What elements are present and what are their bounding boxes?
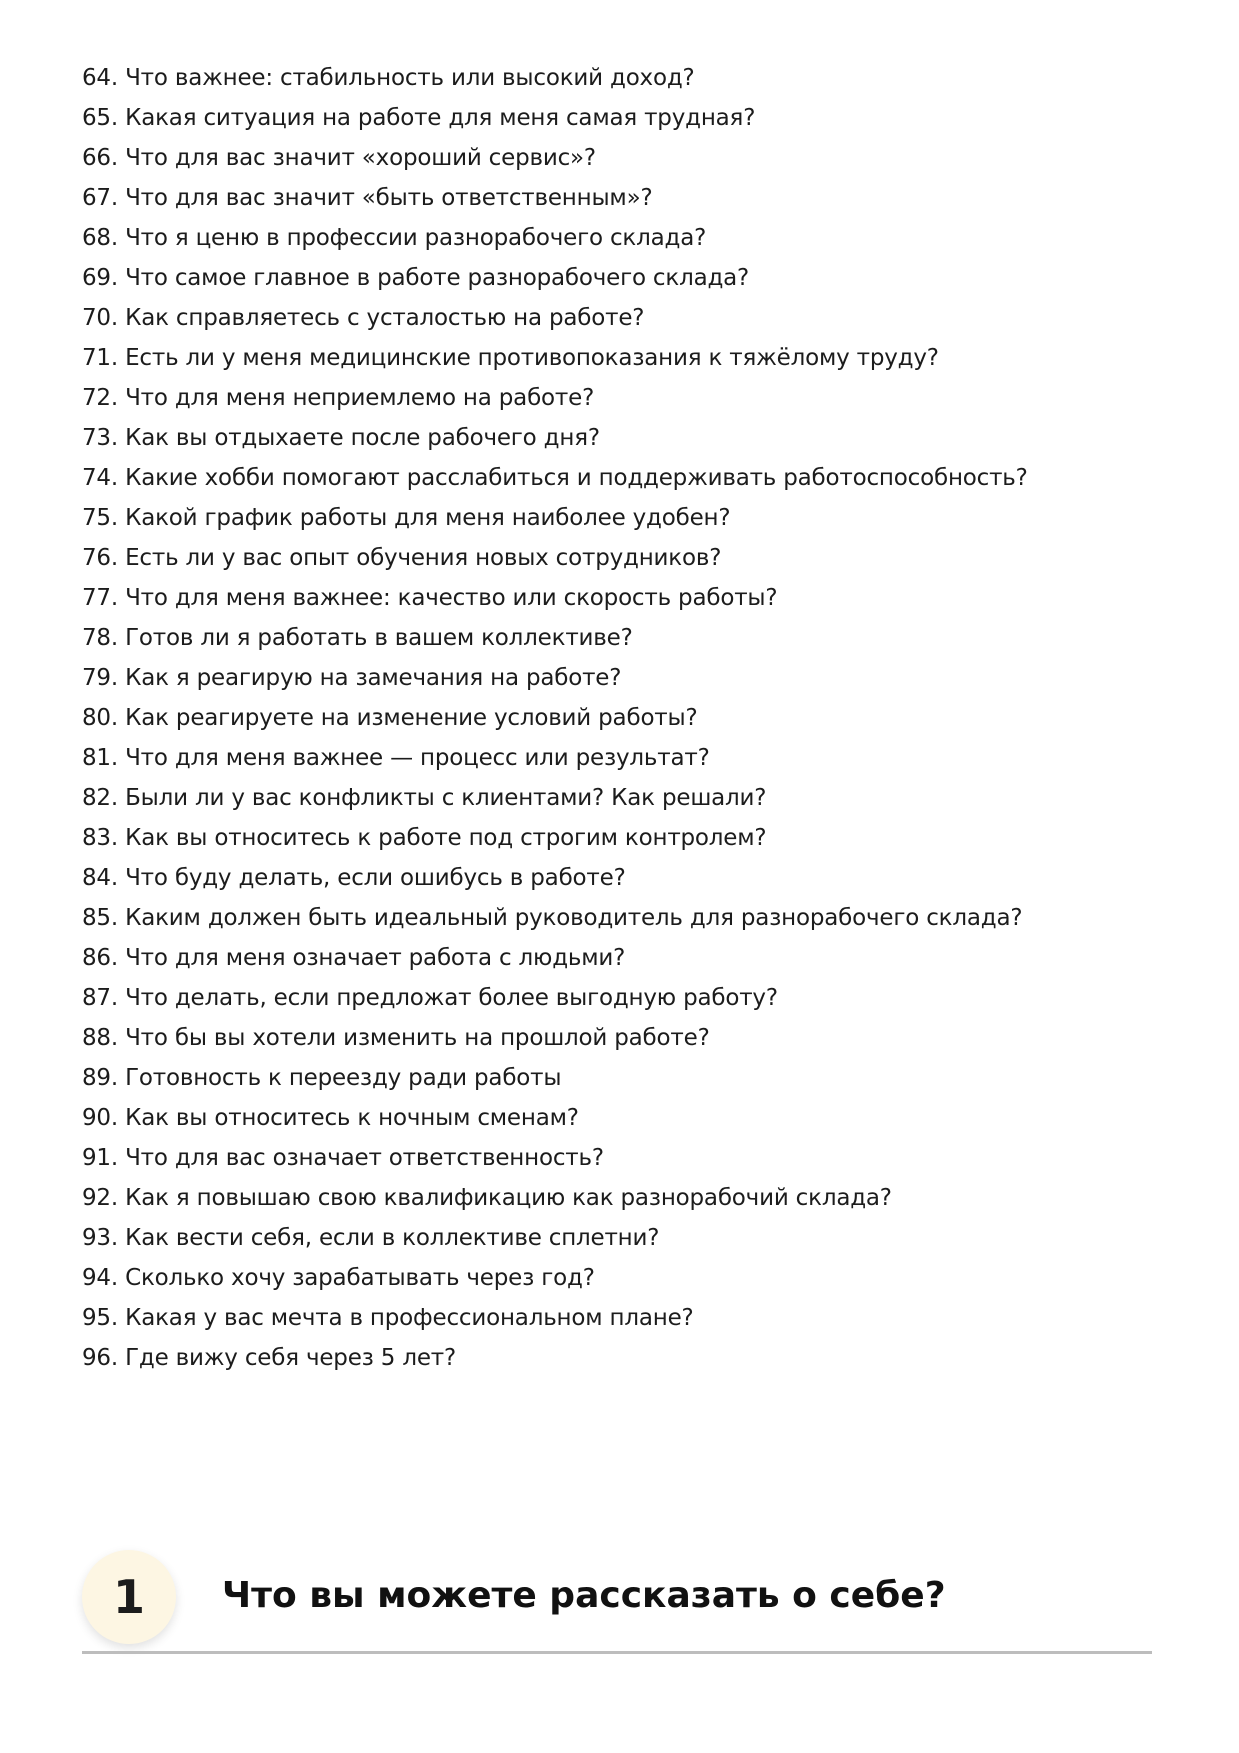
question-item: 69. Что самое главное в работе разнорабочего склада? <box>82 265 750 291</box>
question-item: 84. Что буду делать, если ошибусь в работе? <box>82 865 626 891</box>
question-item: 90. Как вы относитесь к ночным сменам? <box>82 1105 579 1131</box>
question-item: 74. Какие хобби помогают расслабиться и поддерживать работоспособность? <box>82 465 1028 491</box>
question-item: 95. Какая у вас мечта в профессиональном плане? <box>82 1305 694 1331</box>
question-item: 76. Есть ли у вас опыт обучения новых сотрудников? <box>82 545 722 571</box>
question-item: 77. Что для меня важнее: качество или скорость работы? <box>82 585 778 611</box>
question-item: 80. Как реагируете на изменение условий работы? <box>82 705 698 731</box>
section-title: Что вы можете рассказать о себе? <box>222 1575 946 1616</box>
question-item: 70. Как справляетесь с усталостью на работе? <box>82 305 645 331</box>
question-item: 91. Что для вас означает ответственность? <box>82 1145 604 1171</box>
section-number-badge: 1 <box>82 1550 176 1644</box>
question-item: 82. Были ли у вас конфликты с клиентами? Как решали? <box>82 785 767 811</box>
question-item: 73. Как вы отдыхаете после рабочего дня? <box>82 425 600 451</box>
section-divider <box>82 1651 1152 1654</box>
question-item: 88. Что бы вы хотели изменить на прошлой работе? <box>82 1025 710 1051</box>
question-item: 68. Что я ценю в профессии разнорабочего склада? <box>82 225 707 251</box>
question-item: 94. Сколько хочу зарабатывать через год? <box>82 1265 595 1291</box>
question-list <box>82 58 1028 1378</box>
question-item: 93. Как вести себя, если в коллективе сплетни? <box>82 1225 660 1251</box>
question-item: 85. Каким должен быть идеальный руководитель для разнорабочего склада? <box>82 905 1023 931</box>
question-item: 72. Что для меня неприемлемо на работе? <box>82 385 595 411</box>
question-item: 83. Как вы относитесь к работе под строгим контролем? <box>82 825 767 851</box>
question-item: 75. Какой график работы для меня наиболее удобен? <box>82 505 731 531</box>
question-item: 92. Как я повышаю свою квалификацию как разнорабочий склада? <box>82 1185 892 1211</box>
section-header <box>82 1550 1152 1650</box>
question-item: 81. Что для меня важнее — процесс или результат? <box>82 745 710 771</box>
question-item: 86. Что для меня означает работа с людьми? <box>82 945 626 971</box>
question-item: 71. Есть ли у меня медицинские противопоказания к тяжёлому труду? <box>82 345 939 371</box>
question-item: 66. Что для вас значит «хороший сервис»? <box>82 145 596 171</box>
question-item: 96. Где вижу себя через 5 лет? <box>82 1345 456 1371</box>
question-item: 78. Готов ли я работать в вашем коллективе? <box>82 625 633 651</box>
question-item: 79. Как я реагирую на замечания на работе? <box>82 665 622 691</box>
question-item: 87. Что делать, если предложат более выгодную работу? <box>82 985 778 1011</box>
question-item: 65. Какая ситуация на работе для меня самая трудная? <box>82 105 756 131</box>
question-item: 67. Что для вас значит «быть ответственным»? <box>82 185 653 211</box>
question-item: 89. Готовность к переезду ради работы <box>82 1065 562 1091</box>
question-item: 64. Что важнее: стабильность или высокий доход? <box>82 65 695 91</box>
